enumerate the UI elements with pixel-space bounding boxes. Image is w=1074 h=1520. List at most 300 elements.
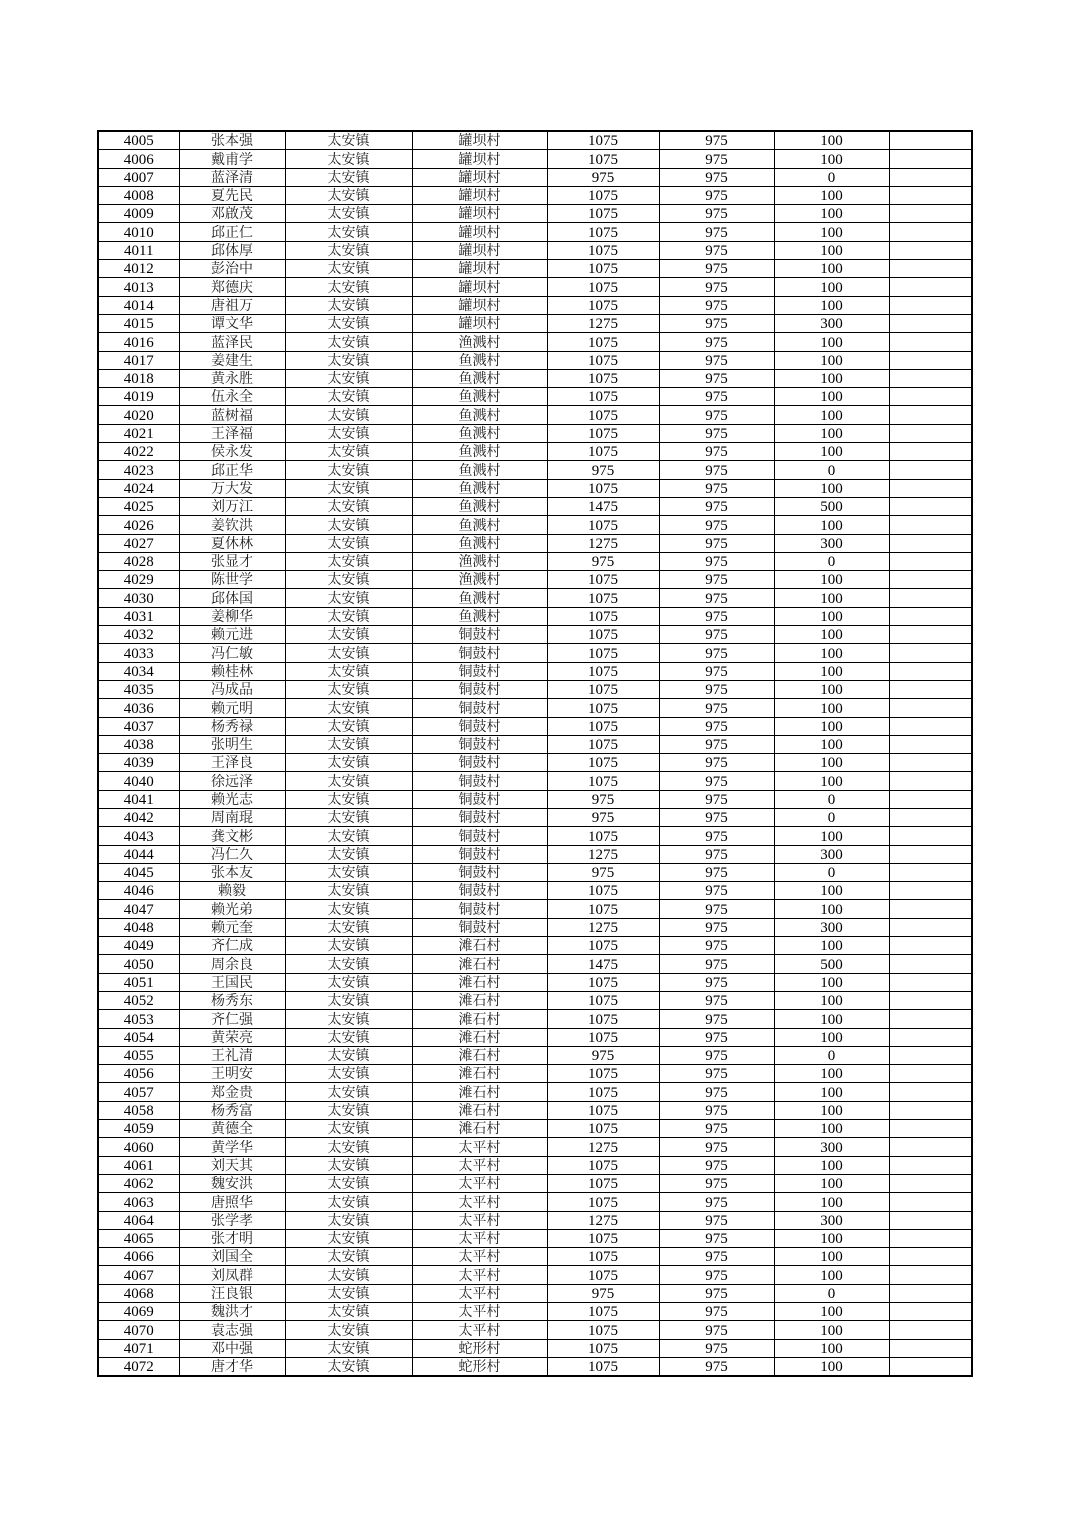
standard-cell: 975 [659, 1321, 774, 1339]
standard-cell: 975 [659, 1193, 774, 1211]
name-cell: 邓中强 [179, 1339, 285, 1357]
town-cell: 太安镇 [285, 223, 412, 241]
village-cell: 鱼溅村 [412, 607, 547, 625]
table-row [98, 241, 972, 259]
row-id-cell: 4023 [98, 461, 179, 479]
standard-cell: 975 [659, 388, 774, 406]
town-cell: 太安镇 [285, 1266, 412, 1284]
difference-cell: 100 [774, 1156, 889, 1174]
village-cell: 铜鼓村 [412, 863, 547, 881]
amount-cell: 1075 [547, 772, 659, 790]
village-cell: 罐坝村 [412, 296, 547, 314]
town-cell: 太安镇 [285, 845, 412, 863]
difference-cell: 100 [774, 1101, 889, 1119]
difference-cell: 100 [774, 1229, 889, 1247]
row-id-cell: 4038 [98, 735, 179, 753]
amount-cell: 975 [547, 863, 659, 881]
town-cell: 太安镇 [285, 790, 412, 808]
difference-cell: 100 [774, 351, 889, 369]
table-row [98, 205, 972, 223]
town-cell: 太安镇 [285, 278, 412, 296]
village-cell: 鱼溅村 [412, 351, 547, 369]
table-row [98, 1174, 972, 1192]
remark-cell [889, 205, 972, 223]
row-id-cell: 4031 [98, 607, 179, 625]
name-cell: 万大发 [179, 479, 285, 497]
remark-cell [889, 845, 972, 863]
amount-cell: 1075 [547, 735, 659, 753]
standard-cell: 975 [659, 1266, 774, 1284]
village-cell: 渔溅村 [412, 333, 547, 351]
row-id-cell: 4012 [98, 260, 179, 278]
difference-cell: 100 [774, 1065, 889, 1083]
table-row [98, 991, 972, 1009]
table-row [98, 589, 972, 607]
difference-cell: 0 [774, 552, 889, 570]
town-cell: 太安镇 [285, 827, 412, 845]
remark-cell [889, 1357, 972, 1376]
data-table [97, 130, 973, 1377]
name-cell: 赖元奎 [179, 918, 285, 936]
town-cell: 太安镇 [285, 607, 412, 625]
table-row [98, 314, 972, 332]
village-cell: 太平村 [412, 1138, 547, 1156]
standard-cell: 975 [659, 973, 774, 991]
table-row [98, 1229, 972, 1247]
remark-cell [889, 479, 972, 497]
amount-cell: 1075 [547, 1266, 659, 1284]
table-row [98, 150, 972, 168]
remark-cell [889, 772, 972, 790]
difference-cell: 100 [774, 937, 889, 955]
table-row [98, 406, 972, 424]
row-id-cell: 4056 [98, 1065, 179, 1083]
difference-cell: 0 [774, 808, 889, 826]
standard-cell: 975 [659, 735, 774, 753]
row-id-cell: 4044 [98, 845, 179, 863]
remark-cell [889, 644, 972, 662]
row-id-cell: 4063 [98, 1193, 179, 1211]
amount-cell: 1075 [547, 479, 659, 497]
row-id-cell: 4019 [98, 388, 179, 406]
table-row [98, 1156, 972, 1174]
amount-cell: 1075 [547, 991, 659, 1009]
table-row [98, 1010, 972, 1028]
remark-cell [889, 882, 972, 900]
standard-cell: 975 [659, 607, 774, 625]
table-row [98, 388, 972, 406]
amount-cell: 1075 [547, 900, 659, 918]
standard-cell: 975 [659, 260, 774, 278]
standard-cell: 975 [659, 369, 774, 387]
difference-cell: 100 [774, 717, 889, 735]
standard-cell: 975 [659, 1065, 774, 1083]
row-id-cell: 4058 [98, 1101, 179, 1119]
name-cell: 赖元进 [179, 626, 285, 644]
name-cell: 姜柳华 [179, 607, 285, 625]
amount-cell: 1075 [547, 626, 659, 644]
town-cell: 太安镇 [285, 1046, 412, 1064]
row-id-cell: 4043 [98, 827, 179, 845]
name-cell: 王国民 [179, 973, 285, 991]
town-cell: 太安镇 [285, 1138, 412, 1156]
standard-cell: 975 [659, 589, 774, 607]
difference-cell: 0 [774, 863, 889, 881]
town-cell: 太安镇 [285, 1174, 412, 1192]
amount-cell: 1075 [547, 1193, 659, 1211]
amount-cell: 1075 [547, 1065, 659, 1083]
table-row [98, 680, 972, 698]
amount-cell: 1075 [547, 424, 659, 442]
remark-cell [889, 589, 972, 607]
name-cell: 唐照华 [179, 1193, 285, 1211]
standard-cell: 975 [659, 1303, 774, 1321]
row-id-cell: 4034 [98, 662, 179, 680]
difference-cell: 300 [774, 314, 889, 332]
standard-cell: 975 [659, 1101, 774, 1119]
town-cell: 太安镇 [285, 388, 412, 406]
village-cell: 鱼溅村 [412, 443, 547, 461]
name-cell: 邓啟茂 [179, 205, 285, 223]
row-id-cell: 4036 [98, 699, 179, 717]
difference-cell: 100 [774, 973, 889, 991]
table-row [98, 424, 972, 442]
remark-cell [889, 937, 972, 955]
standard-cell: 975 [659, 1248, 774, 1266]
village-cell: 罐坝村 [412, 186, 547, 204]
standard-cell: 975 [659, 406, 774, 424]
standard-cell: 975 [659, 552, 774, 570]
standard-cell: 975 [659, 1083, 774, 1101]
difference-cell: 100 [774, 644, 889, 662]
name-cell: 邱体厚 [179, 241, 285, 259]
remark-cell [889, 443, 972, 461]
remark-cell [889, 1083, 972, 1101]
remark-cell [889, 1248, 972, 1266]
table-row [98, 1321, 972, 1339]
name-cell: 赖元明 [179, 699, 285, 717]
amount-cell: 1075 [547, 369, 659, 387]
remark-cell [889, 863, 972, 881]
row-id-cell: 4040 [98, 772, 179, 790]
amount-cell: 975 [547, 552, 659, 570]
name-cell: 唐祖万 [179, 296, 285, 314]
village-cell: 罐坝村 [412, 168, 547, 186]
name-cell: 姜建生 [179, 351, 285, 369]
row-id-cell: 4035 [98, 680, 179, 698]
village-cell: 蛇形村 [412, 1357, 547, 1376]
village-cell: 滩石村 [412, 1120, 547, 1138]
name-cell: 王礼清 [179, 1046, 285, 1064]
remark-cell [889, 1101, 972, 1119]
standard-cell: 975 [659, 790, 774, 808]
difference-cell: 100 [774, 626, 889, 644]
difference-cell: 100 [774, 680, 889, 698]
town-cell: 太安镇 [285, 918, 412, 936]
standard-cell: 975 [659, 1010, 774, 1028]
amount-cell: 1075 [547, 186, 659, 204]
table-row [98, 369, 972, 387]
row-id-cell: 4025 [98, 497, 179, 515]
name-cell: 张学孝 [179, 1211, 285, 1229]
village-cell: 铜鼓村 [412, 662, 547, 680]
village-cell: 鱼溅村 [412, 369, 547, 387]
table-row [98, 863, 972, 881]
table-row [98, 186, 972, 204]
remark-cell [889, 1120, 972, 1138]
amount-cell: 1075 [547, 662, 659, 680]
difference-cell: 100 [774, 186, 889, 204]
village-cell: 太平村 [412, 1156, 547, 1174]
amount-cell: 1075 [547, 296, 659, 314]
town-cell: 太安镇 [285, 973, 412, 991]
remark-cell [889, 790, 972, 808]
remark-cell [889, 607, 972, 625]
difference-cell: 100 [774, 1193, 889, 1211]
difference-cell: 100 [774, 278, 889, 296]
amount-cell: 1075 [547, 351, 659, 369]
village-cell: 铜鼓村 [412, 790, 547, 808]
name-cell: 齐仁强 [179, 1010, 285, 1028]
village-cell: 滩石村 [412, 1028, 547, 1046]
remark-cell [889, 333, 972, 351]
standard-cell: 975 [659, 443, 774, 461]
standard-cell: 975 [659, 186, 774, 204]
town-cell: 太安镇 [285, 1156, 412, 1174]
village-cell: 滩石村 [412, 1101, 547, 1119]
village-cell: 罐坝村 [412, 131, 547, 150]
difference-cell: 100 [774, 1266, 889, 1284]
table-row [98, 461, 972, 479]
table-row [98, 918, 972, 936]
difference-cell: 100 [774, 589, 889, 607]
standard-cell: 975 [659, 461, 774, 479]
town-cell: 太安镇 [285, 1229, 412, 1247]
row-id-cell: 4057 [98, 1083, 179, 1101]
amount-cell: 1075 [547, 644, 659, 662]
name-cell: 戴甫学 [179, 150, 285, 168]
amount-cell: 1075 [547, 1120, 659, 1138]
town-cell: 太安镇 [285, 461, 412, 479]
remark-cell [889, 1156, 972, 1174]
remark-cell [889, 534, 972, 552]
town-cell: 太安镇 [285, 1101, 412, 1119]
table-row [98, 443, 972, 461]
table-row [98, 552, 972, 570]
village-cell: 铜鼓村 [412, 882, 547, 900]
village-cell: 铜鼓村 [412, 845, 547, 863]
amount-cell: 1075 [547, 973, 659, 991]
difference-cell: 100 [774, 882, 889, 900]
table-row [98, 1120, 972, 1138]
difference-cell: 100 [774, 1339, 889, 1357]
table-row [98, 662, 972, 680]
table-row [98, 772, 972, 790]
difference-cell: 100 [774, 296, 889, 314]
table-row [98, 717, 972, 735]
name-cell: 赖毅 [179, 882, 285, 900]
standard-cell: 975 [659, 827, 774, 845]
amount-cell: 1075 [547, 241, 659, 259]
remark-cell [889, 1303, 972, 1321]
standard-cell: 975 [659, 1046, 774, 1064]
amount-cell: 1075 [547, 1357, 659, 1376]
standard-cell: 975 [659, 1357, 774, 1376]
difference-cell: 0 [774, 1284, 889, 1302]
name-cell: 郑金贵 [179, 1083, 285, 1101]
standard-cell: 975 [659, 717, 774, 735]
amount-cell: 1275 [547, 1211, 659, 1229]
table-row [98, 1284, 972, 1302]
row-id-cell: 4072 [98, 1357, 179, 1376]
amount-cell: 975 [547, 1284, 659, 1302]
standard-cell: 975 [659, 1138, 774, 1156]
row-id-cell: 4067 [98, 1266, 179, 1284]
amount-cell: 975 [547, 790, 659, 808]
row-id-cell: 4062 [98, 1174, 179, 1192]
difference-cell: 100 [774, 150, 889, 168]
table-row [98, 808, 972, 826]
remark-cell [889, 955, 972, 973]
difference-cell: 100 [774, 1083, 889, 1101]
remark-cell [889, 150, 972, 168]
name-cell: 蓝泽清 [179, 168, 285, 186]
table-row [98, 1101, 972, 1119]
name-cell: 黄德全 [179, 1120, 285, 1138]
name-cell: 王泽良 [179, 754, 285, 772]
town-cell: 太安镇 [285, 443, 412, 461]
amount-cell: 1075 [547, 223, 659, 241]
table-row [98, 626, 972, 644]
row-id-cell: 4065 [98, 1229, 179, 1247]
name-cell: 徐远泽 [179, 772, 285, 790]
difference-cell: 100 [774, 223, 889, 241]
town-cell: 太安镇 [285, 1248, 412, 1266]
difference-cell: 100 [774, 1321, 889, 1339]
row-id-cell: 4068 [98, 1284, 179, 1302]
table-row [98, 479, 972, 497]
row-id-cell: 4008 [98, 186, 179, 204]
name-cell: 唐才华 [179, 1357, 285, 1376]
amount-cell: 1075 [547, 754, 659, 772]
row-id-cell: 4026 [98, 516, 179, 534]
amount-cell: 1075 [547, 1303, 659, 1321]
row-id-cell: 4071 [98, 1339, 179, 1357]
remark-cell [889, 552, 972, 570]
name-cell: 王明安 [179, 1065, 285, 1083]
row-id-cell: 4050 [98, 955, 179, 973]
amount-cell: 1275 [547, 534, 659, 552]
amount-cell: 975 [547, 168, 659, 186]
standard-cell: 975 [659, 699, 774, 717]
row-id-cell: 4052 [98, 991, 179, 1009]
amount-cell: 1075 [547, 333, 659, 351]
village-cell: 铜鼓村 [412, 626, 547, 644]
standard-cell: 975 [659, 1120, 774, 1138]
row-id-cell: 4011 [98, 241, 179, 259]
town-cell: 太安镇 [285, 680, 412, 698]
row-id-cell: 4033 [98, 644, 179, 662]
name-cell: 冯仁久 [179, 845, 285, 863]
standard-cell: 975 [659, 497, 774, 515]
remark-cell [889, 260, 972, 278]
table-row [98, 973, 972, 991]
name-cell: 蓝树福 [179, 406, 285, 424]
name-cell: 冯仁敏 [179, 644, 285, 662]
standard-cell: 975 [659, 662, 774, 680]
village-cell: 滩石村 [412, 1046, 547, 1064]
remark-cell [889, 662, 972, 680]
town-cell: 太安镇 [285, 589, 412, 607]
name-cell: 邱体国 [179, 589, 285, 607]
town-cell: 太安镇 [285, 552, 412, 570]
town-cell: 太安镇 [285, 1321, 412, 1339]
standard-cell: 975 [659, 150, 774, 168]
standard-cell: 975 [659, 882, 774, 900]
table-row [98, 516, 972, 534]
name-cell: 龚文彬 [179, 827, 285, 845]
name-cell: 黄荣亮 [179, 1028, 285, 1046]
town-cell: 太安镇 [285, 937, 412, 955]
town-cell: 太安镇 [285, 131, 412, 150]
remark-cell [889, 900, 972, 918]
remark-cell [889, 1065, 972, 1083]
difference-cell: 100 [774, 1357, 889, 1376]
village-cell: 铜鼓村 [412, 644, 547, 662]
standard-cell: 975 [659, 223, 774, 241]
town-cell: 太安镇 [285, 241, 412, 259]
standard-cell: 975 [659, 644, 774, 662]
amount-cell: 1075 [547, 827, 659, 845]
amount-cell: 1075 [547, 260, 659, 278]
difference-cell: 500 [774, 497, 889, 515]
village-cell: 鱼溅村 [412, 497, 547, 515]
town-cell: 太安镇 [285, 351, 412, 369]
village-cell: 鱼溅村 [412, 534, 547, 552]
village-cell: 太平村 [412, 1303, 547, 1321]
standard-cell: 975 [659, 1284, 774, 1302]
remark-cell [889, 808, 972, 826]
town-cell: 太安镇 [285, 479, 412, 497]
town-cell: 太安镇 [285, 406, 412, 424]
name-cell: 周余良 [179, 955, 285, 973]
standard-cell: 975 [659, 1156, 774, 1174]
remark-cell [889, 406, 972, 424]
row-id-cell: 4016 [98, 333, 179, 351]
village-cell: 鱼溅村 [412, 424, 547, 442]
name-cell: 彭治中 [179, 260, 285, 278]
village-cell: 渔溅村 [412, 552, 547, 570]
remark-cell [889, 1229, 972, 1247]
table-row [98, 1248, 972, 1266]
village-cell: 滩石村 [412, 1083, 547, 1101]
name-cell: 黄学华 [179, 1138, 285, 1156]
town-cell: 太安镇 [285, 863, 412, 881]
village-cell: 罐坝村 [412, 150, 547, 168]
village-cell: 太平村 [412, 1174, 547, 1192]
remark-cell [889, 241, 972, 259]
standard-cell: 975 [659, 1028, 774, 1046]
standard-cell: 975 [659, 808, 774, 826]
remark-cell [889, 314, 972, 332]
row-id-cell: 4060 [98, 1138, 179, 1156]
table-row [98, 1083, 972, 1101]
difference-cell: 100 [774, 1303, 889, 1321]
table-row [98, 1339, 972, 1357]
amount-cell: 1075 [547, 1339, 659, 1357]
difference-cell: 300 [774, 845, 889, 863]
table-row [98, 571, 972, 589]
